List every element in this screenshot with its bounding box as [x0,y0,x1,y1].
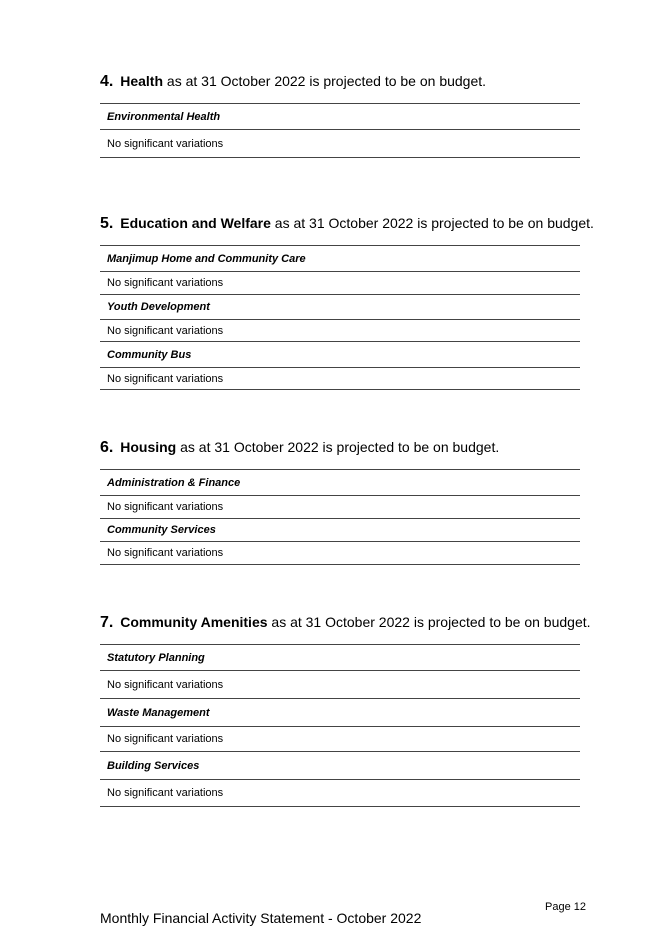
section-number: 5. [100,215,114,232]
section-status-text: as at 31 October 2022 is projected to be on budget. [163,73,487,89]
section-number: 7. [100,614,114,631]
section-heading [100,72,580,91]
section-number: 4. [100,73,114,90]
subheading-community-services: Community Services [100,519,580,542]
section-heading [100,438,580,457]
table-row [100,320,580,342]
section-title: Health [120,73,164,89]
variations-table [100,469,580,565]
table-row [100,130,580,158]
variation-text: No significant variations [100,671,580,699]
section-education-welfare [100,214,594,385]
section-status-text: as at 31 October 2022 is projected to be on budget. [270,215,594,231]
table-row [100,368,580,390]
section-status-text: as at 31 October 2022 is projected to be on budget. [267,614,591,630]
section-heading [100,214,594,233]
table-row [100,645,580,671]
subheading-community-bus: Community Bus [100,342,580,368]
variation-text: No significant variations [100,727,580,752]
table-row [100,671,580,699]
subheading-building-services: Building Services [100,752,580,780]
subheading-administration-finance: Administration & Finance [100,470,580,496]
section-heading [100,613,591,632]
subheading-manjimup-home-community-care: Manjimup Home and Community Care [100,246,580,272]
variation-text: No significant variations [100,368,580,390]
table-row [100,470,580,496]
subheading-environmental-health: Environmental Health [100,104,580,130]
subheading-statutory-planning: Statutory Planning [100,645,580,671]
variation-text: No significant variations [100,496,580,519]
subheading-waste-management: Waste Management [100,699,580,727]
section-health [100,72,580,150]
variation-text: No significant variations [100,780,580,807]
table-row [100,272,580,295]
variation-text: No significant variations [100,542,580,565]
table-row [100,752,580,780]
subheading-youth-development: Youth Development [100,295,580,320]
table-row [100,780,580,807]
section-title: Education and Welfare [120,215,271,231]
table-row [100,542,580,565]
section-housing [100,438,580,559]
table-row [100,727,580,752]
section-title: Community Amenities [120,614,268,630]
table-row [100,496,580,519]
section-status-text: as at 31 October 2022 is projected to be on budget. [176,439,500,455]
variations-table [100,245,580,390]
variations-table [100,644,580,807]
table-row [100,699,580,727]
variation-text: No significant variations [100,272,580,295]
document-footer: Monthly Financial Activity Statement - October 2022 [100,910,422,926]
section-number: 6. [100,439,114,456]
page-number: Page 12 [545,901,586,913]
table-row [100,295,580,320]
table-row [100,342,580,368]
variation-text: No significant variations [100,320,580,342]
variation-text: No significant variations [100,130,580,158]
section-title: Housing [120,439,177,455]
table-row [100,246,580,272]
table-row [100,104,580,130]
section-community-amenities [100,613,591,799]
table-row [100,519,580,542]
variations-table [100,103,580,158]
